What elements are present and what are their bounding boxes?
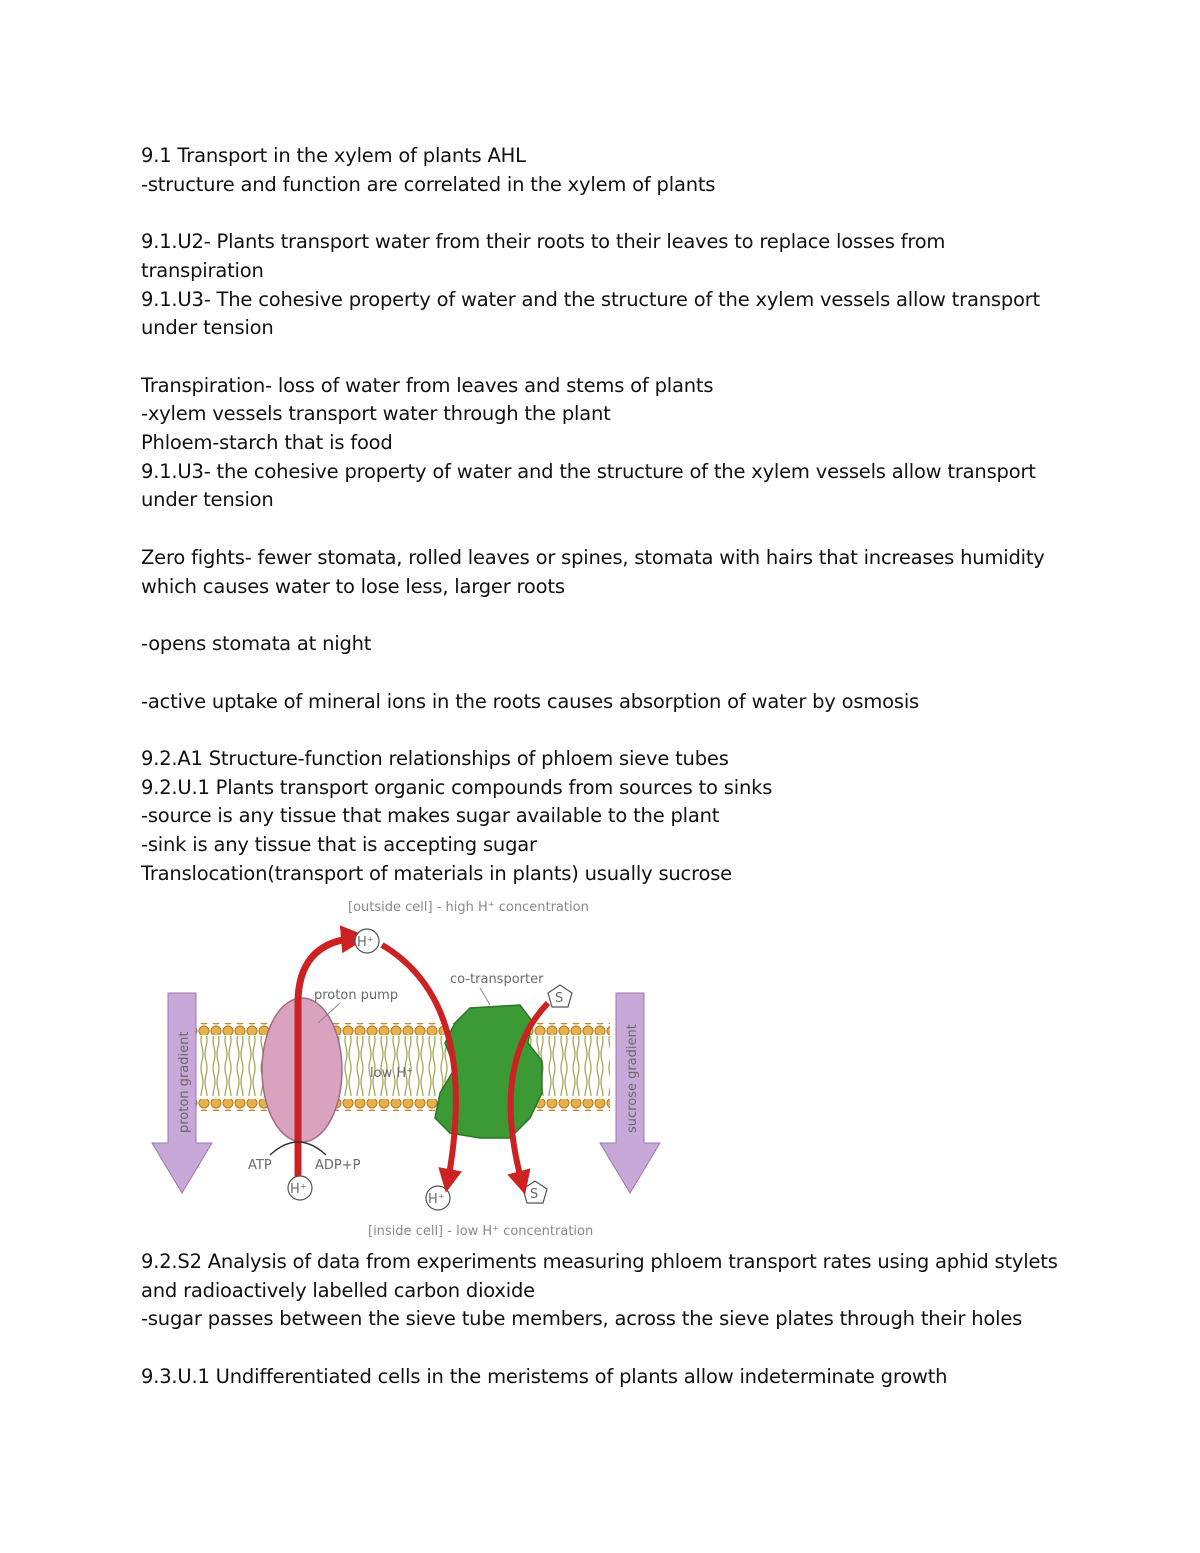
- text-line: -structure and function are correlated in the xylem of plants: [141, 173, 716, 196]
- svg-text:S: S: [555, 991, 564, 1006]
- proton-pump-label: proton pump: [314, 988, 399, 1003]
- text-line: -opens stomata at night: [141, 632, 372, 655]
- inside-cell-label: [inside cell] - low H⁺ concentration: [368, 1224, 594, 1239]
- text-line: Translocation(transport of materials in plants) usually sucrose: [141, 862, 732, 885]
- svg-text:H⁺: H⁺: [428, 1192, 445, 1207]
- text-line: Phloem-starch that is food: [141, 431, 393, 454]
- adp-label: ADP+P: [315, 1158, 361, 1173]
- membrane-transport-figure: [150, 893, 670, 1243]
- text-line: Transpiration- loss of water from leaves and stems of plants: [141, 374, 714, 397]
- text-line: 9.1.U3- The cohesive property of water and the structure of the xylem vessels allow transport: [141, 288, 1040, 311]
- text-line: and radioactively labelled carbon dioxide: [141, 1279, 535, 1302]
- text-line: transpiration: [141, 259, 264, 282]
- text-line: under tension: [141, 488, 274, 511]
- svg-text:H⁺: H⁺: [290, 1182, 307, 1197]
- text-line: -sugar passes between the sieve tube members, across the sieve plates through their holes: [141, 1307, 1023, 1330]
- low-h-label: low H⁺: [370, 1066, 413, 1081]
- svg-text:S: S: [530, 1187, 539, 1202]
- text-line: -xylem vessels transport water through the plant: [141, 402, 611, 425]
- text-line: Zero fights- fewer stomata, rolled leaves or spines, stomata with hairs that increases humidity: [141, 546, 1045, 569]
- heading-9-3: 9.3.U.1 Undifferentiated cells in the meristems of plants allow indeterminate growth: [141, 1365, 948, 1388]
- co-transporter-label: co-transporter: [450, 972, 544, 987]
- outside-cell-label: [outside cell] - high H⁺ concentration: [348, 900, 589, 915]
- heading-9-1: 9.1 Transport in the xylem of plants AHL: [141, 144, 526, 167]
- proton-pump: [262, 998, 342, 1142]
- text-line: 9.1.U3- the cohesive property of water and the structure of the xylem vessels allow transport: [141, 460, 1036, 483]
- text-line: 9.1.U2- Plants transport water from their roots to their leaves to replace losses from: [141, 230, 946, 253]
- text-line: -sink is any tissue that is accepting sugar: [141, 833, 537, 856]
- svg-text:H⁺: H⁺: [357, 935, 374, 950]
- heading-9-2: 9.2.A1 Structure-function relationships of phloem sieve tubes: [141, 747, 729, 770]
- proton-gradient-label: proton gradient: [177, 1031, 192, 1133]
- text-line: which causes water to lose less, larger roots: [141, 575, 565, 598]
- sucrose-gradient-label: sucrose gradient: [625, 1024, 640, 1133]
- text-line: under tension: [141, 316, 274, 339]
- atp-label: ATP: [248, 1158, 272, 1173]
- text-line: -active uptake of mineral ions in the roots causes absorption of water by osmosis: [141, 690, 919, 713]
- text-line: 9.2.U.1 Plants transport organic compounds from sources to sinks: [141, 776, 773, 799]
- text-line: -source is any tissue that makes sugar available to the plant: [141, 804, 720, 827]
- heading-9-2-s2: 9.2.S2 Analysis of data from experiments measuring phloem transport rates using aphid stylets: [141, 1250, 1058, 1273]
